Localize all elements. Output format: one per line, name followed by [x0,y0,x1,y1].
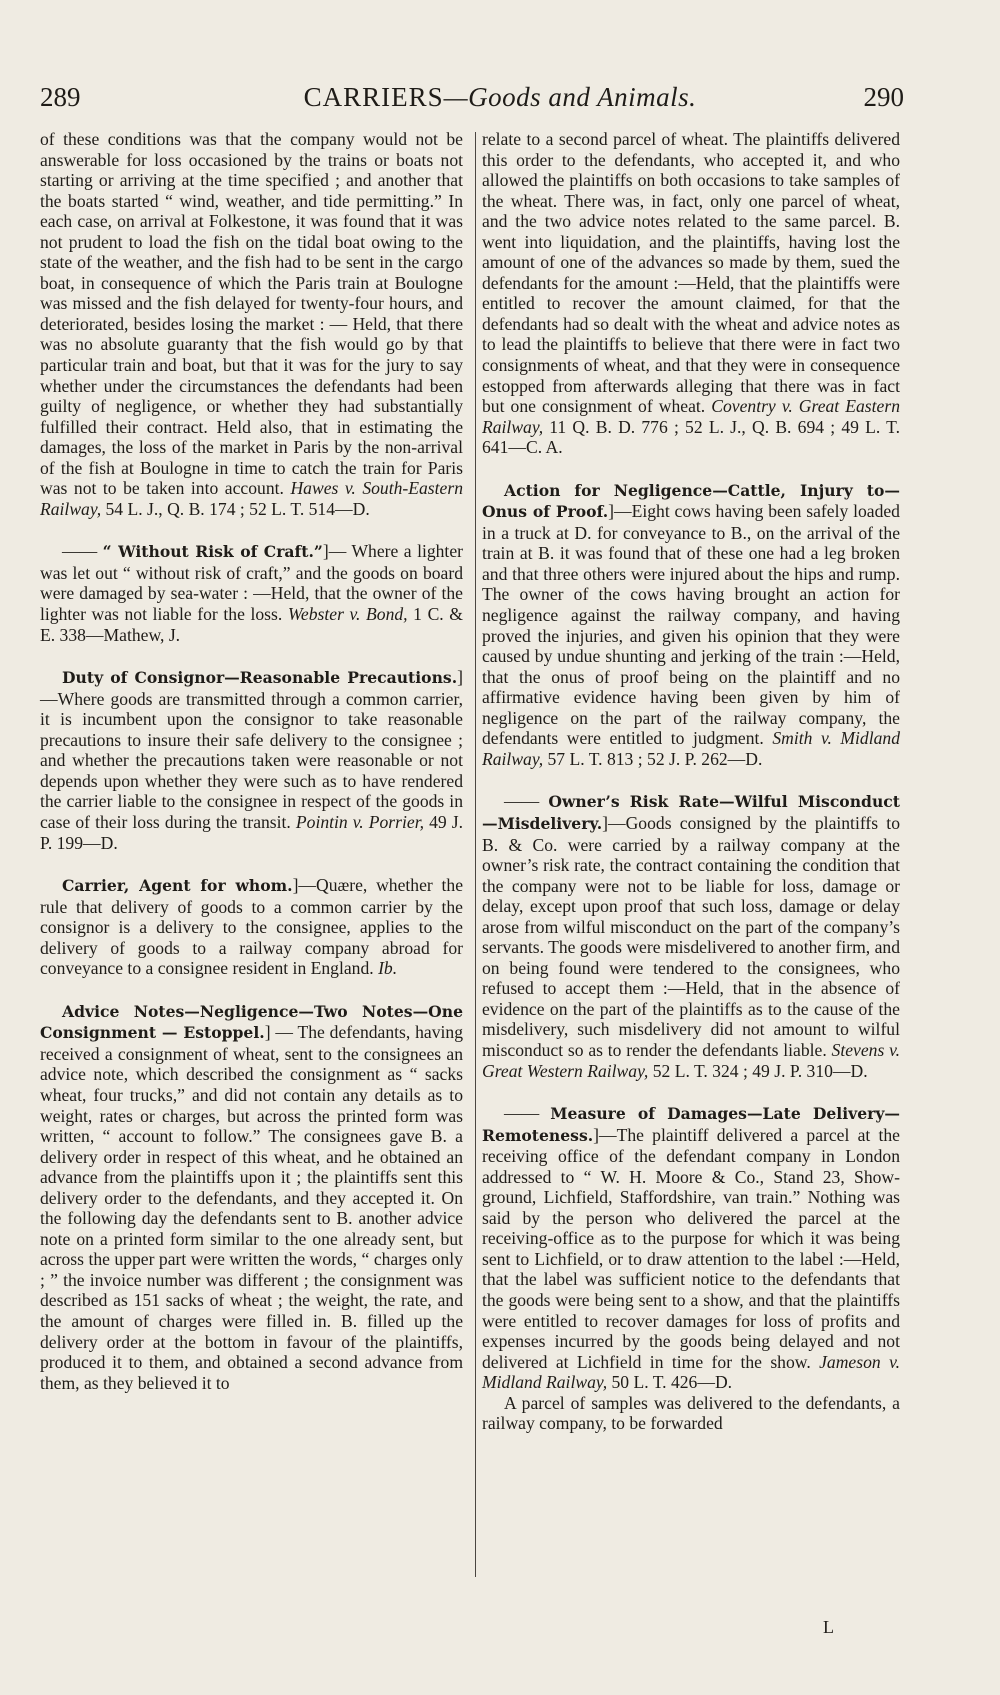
right-entry-continued [482,129,900,458]
case-citation: Coventry v. Great Eastern Railway, [482,396,900,437]
left-entry-without-risk [40,541,463,645]
case-reference: 49 J. P. 199—D. [40,811,463,853]
column-divider [475,132,476,1577]
entry-body: ]—Eight cows having been safely loaded in a truck at D. for conveyance to B., on the arrival of the train at B. it was found that of these one had a leg broken and that three others were injured about the hips and rump. The owner of the cows having brought an action for negligence against the railway company, and having proved the injuries, and given his opinion that they were caused by undue shunting and jerking of the train :—Held, that the onus of proof being on the plaintiff and no affirmative evidence having been given by him of negligence on the part of the railway company, the defendants were entitled to judgment. [482,501,900,749]
entry-dash: —— [62,541,103,562]
case-citation: Ib. [378,958,398,979]
entry-heading: Measure of Damages—Late Delivery—Remoteness. [482,1104,900,1145]
right-column [482,129,900,1434]
running-title-sub: —Goods and Animals. [443,82,697,112]
left-column [40,129,463,1393]
entry-heading: Carrier, Agent for whom. [62,876,293,896]
entry-body: ]—Goods consigned by the plaintiffs to B. & Co. were carried by a railway company at the owner’s risk rate, the contract containing the condition that the company were not to be liable for loss, damage or delay, except upon proof that such loss, damage or delay arose from wilful misconduct on the part of the company’s servants. The goods were misdelivered to another firm, and on being found were tendered to the consignees, who refused to accept them :—Held, that in the absence of evidence on the part of the plaintiffs as to the cause of the misdelivery, such misdelivery did not amount to wilful misconduct so as to render the defendants liable. [482,812,900,1060]
signature-mark: L [823,1617,834,1637]
left-entry-carrier-agent [40,875,463,979]
entry-heading: “ Without Risk of Craft.” [102,542,323,562]
entry-heading: Advice Notes—Negligence—Two Notes—One Consignment — Estoppel. [40,1001,463,1043]
entry-body: relate to a second parcel of wheat. The plaintiffs delivered this order to the defendants, who accepted it, and who allowed the plaintiffs on both occasions to take samples of the wheat. There was, in fact, only one parcel of wheat, and the two advice notes related to the same parcel. B. went into liquidation, and the plaintiffs, having lost the amount of one of the advances so made by them, sued the defendants for the amount :—Held, that the plaintiffs were entitled to recover the amount claimed, for that the defendants had so dealt with the wheat and advice notes as to lead the plaintiffs to believe that there were in fact two consignments of wheat, and that they were in consequence estopped from afterwards alleging that there was in fact but one consignment of wheat. [482,129,900,417]
left-entry-advice-notes [40,1001,463,1393]
entry-body: ]—The plaintiff delivered a parcel at the receiving office of the defendant company in London addressed to “ W. H. Moore & Co., Stand 23, Show-ground, Lichfield, Staffordshire, van train.” Nothing was said by the person who delivered the parcel at the receiving-office as to the purpose for which it was being sent to Lichfield, or to draw attention to the label :—Held, that the label was sufficient notice to the defendants that the goods were being sent to a show, and that the plaintiffs were entitled to recover damages for loss of profits and expenses incurred by the goods being delayed and not delivered at Lichfield in time for the show. [482,1124,900,1372]
case-reference: 1 C. & E. 338—Mathew, J. [40,604,463,645]
right-entry-parcel-of-samples: A parcel of samples was delivered to the defendants, a railway company, to be forwarded [482,1392,900,1434]
case-reference: 57 L. T. 813 ; 52 J. P. 262—D. [543,748,763,769]
case-citation: Webster v. Bond, [287,604,408,625]
entry-dash: —— [504,791,549,812]
page-number-left: 289 [40,82,81,112]
right-entry-measure-of-damages [482,1103,900,1393]
entry-heading: Duty of Consignor—Reasonable Precautions. [62,668,458,688]
case-citation: Pointin v. Porrier, [295,811,424,832]
entry-body: of these conditions was that the company would not be answerable for loss occasioned by the trains or boats not starting or arriving at the time specified ; and another that the boats started “ wind, weather, and tide permitting.” In each case, on arrival at Folkestone, it was found that it was not prudent to load the fish on the tidal boat owing to the state of the weather, and the fish had to be sent in the cargo boat, in consequence of which the Paris train at Boulogne was missed and the fish delayed for twenty-four hours, and deteriorated, besides losing the market : — Held, that there was no absolute guaranty that the fish would go by that particular train and boat, but that it was for the jury to say whether under the circumstances the defendants had been guilty of negligence, or whether they had substantially fulfilled their contract. Held also, that in estimating the damages, the loss of the market in Paris by the non-arrival of the fish at Boulogne in time to catch the train for Paris was not to be taken into account. [40,129,463,499]
case-reference: 54 L. J., Q. B. 174 ; 52 L. T. 514—D. [101,498,370,519]
entry-heading: Action for Negligence—Cattle, Injury to—Onus of Proof. [482,480,900,522]
page-number-right: 290 [863,82,904,112]
entry-heading: Owner’s Risk Rate—Wilful Misconduct —Misdelivery. [482,792,900,833]
left-entry-duty-of-consignor [40,667,463,853]
entry-body: ]— Where a lighter was let out “ without risk of craft,” and the goods on board were damaged by sea-water : —Held, that the owner of the lighter was not liable for the loss. [40,541,463,625]
right-entry-owners-risk [482,791,900,1081]
case-citation: Stevens v. Great Western Railway, [482,1039,900,1081]
case-citation: Smith v. Midland Railway, [482,728,900,769]
running-title-main: CARRIERS [303,82,444,112]
running-title [0,82,1000,113]
case-citation: Hawes v. South-Eastern Railway, [40,478,463,519]
case-reference: 11 Q. B. D. 776 ; 52 L. J., Q. B. 694 ; 49 L. T. 641—C. A. [482,416,900,458]
case-reference: 50 L. T. 426—D. [607,1372,733,1393]
left-entry-continued [40,129,463,519]
entry-body: ]—Quære, whether the rule that delivery of goods to a common carrier by the consignor is a delivery to the consignee, applies to the delivery of goods to a railway company abroad for conveyance to a consignee resident in England. [40,875,463,979]
entry-body: ] — The defendants, having received a consignment of wheat, sent to the consignees an advice note, which described the consignment as “ sacks wheat, four trucks,” and did not contain any details as to weight, rates or charges, but across the printed form was written, “ account to follow.” The consignees gave B. a delivery order in respect of this wheat, and he obtained an advance from the plaintiffs upon it ; the plaintiffs sent this delivery order to the defendants, and they accepted it. On the following day the defendants sent to B. another advice note on a printed form similar to the one already sent, but across the upper part were written the words, “ charges only ; ” the invoice number was different ; the consignment was described as 151 sacks of wheat ; the weight, the rate, and the amount of charges were filled in. B. filled up the delivery order at the bottom in favour of the plaintiffs, produced it to them, and obtained a second advance from them, as they believed it to [40,1022,463,1393]
case-citation: Jameson v. Midland Railway, [482,1351,900,1393]
entry-body: ] —Where goods are transmitted through a common carrier, it is incumbent upon the consignor to take reasonable precautions to insure their safe delivery to the consignee ; and whether the precautions taken were reasonable or not depends upon whether they were such as to have rendered the carrier liable to the consignee in respect of the goods in case of their loss during the transit. [40,667,463,832]
right-entry-action-for-negligence [482,480,900,770]
entry-dash: —— [504,1103,551,1124]
case-reference: 52 L. T. 324 ; 49 J. P. 310—D. [648,1060,868,1081]
